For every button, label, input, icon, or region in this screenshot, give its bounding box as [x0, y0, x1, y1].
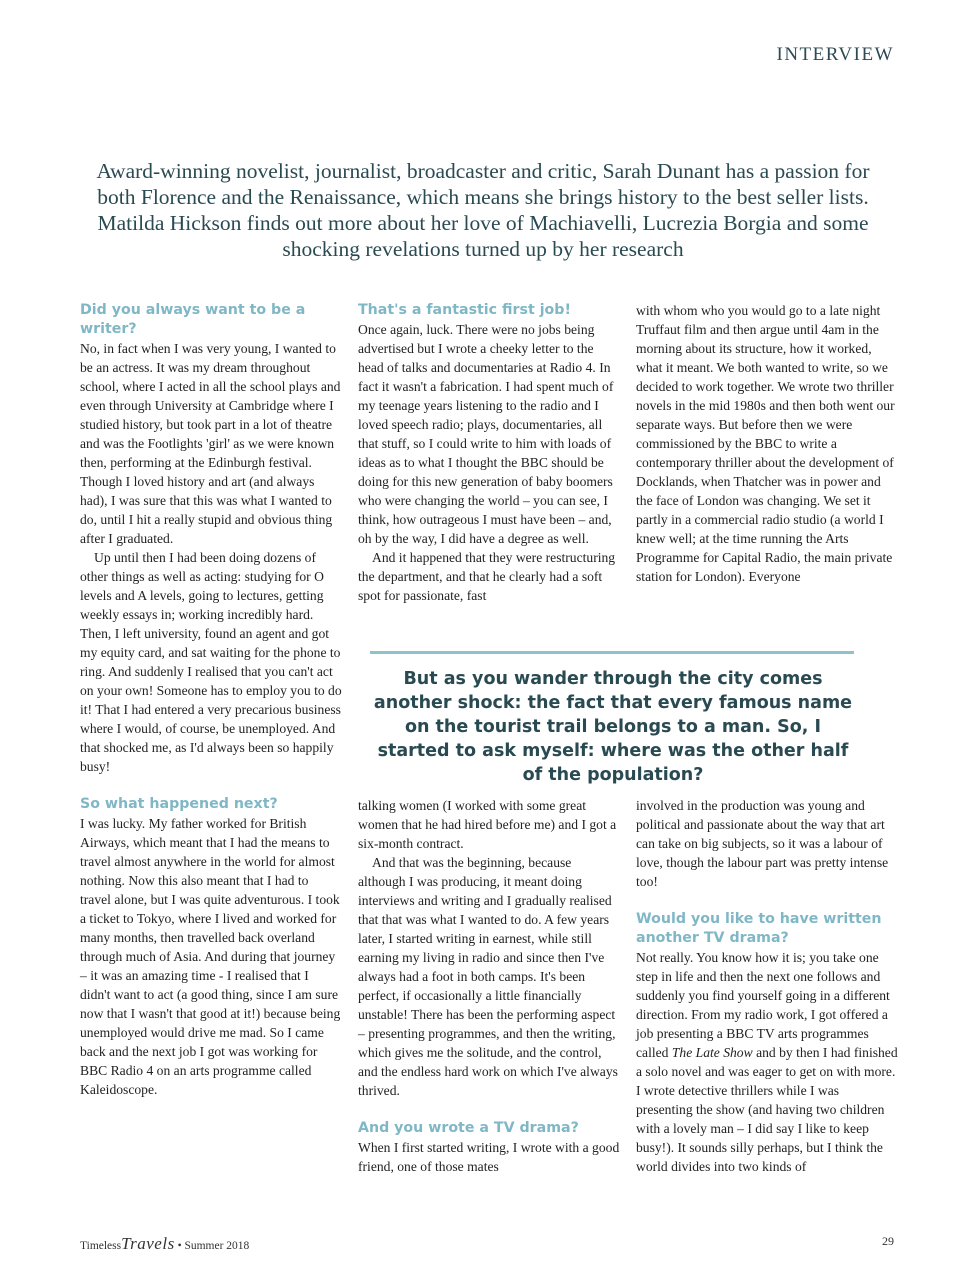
question-heading: That's a fantastic first job! [358, 302, 571, 318]
answer-paragraph: with whom who you would go to a late night Truffaut film and then argue until 4am in the morning about its structure, how it worked, what it meant. We both wanted to write, so we decided to work together. We wrote two thriller novels in the mid 1980s and then both went our separate ways. But before then we were commissioned by the BBC to write a contemporary thriller about the development of Docklands, when Thatcher was in power and the face of London was changing. We set it partly in a commercial radio studio (a world I knew well; at the time running the Arts Programme for Capital Radio, the main private station for London). Everyone [636, 303, 895, 584]
question-heading: Would you like to have written another TV drama? [636, 911, 882, 946]
section-label: INTERVIEW [776, 44, 894, 65]
answer-paragraph: No, in fact when I was very young, I wanted to be an actress. It was my dream throughout school, where I acted in all the school plays and even through University at Cambridge where I studied history, but took part in a lot of theatre and was the Footlights 'girl' as we were known then, performing at the Edinburgh festival. Though I loved history and art (and always had), I was sure that this was what I wanted to do, until I hit a really stupid and obvious thing after I graduated. [80, 341, 341, 546]
answer-paragraph: Not really. You know how it is; you take one step in life and then the next one follows and suddenly you find yourself going in a different direction. From my radio work, I got offered a job presenting a BBC TV arts programmes called The Late Show and by then I had finished a solo novel and was eager to get on with more. I wrote detective thrillers while I was presenting the show (and having two children with a lovely man – I did say I like to keep busy!). It sounds silly perhaps, but I think the world divides into two kinds of [636, 950, 898, 1174]
issue-date: • Summer 2018 [177, 1240, 250, 1252]
answer-paragraph: Once again, luck. There were no jobs being advertised but I wrote a cheeky letter to the head of talks and documentaries at Radio 4. In fact it wasn't a fabrication. I had spent much of my teenage years listening to the radio and I loved speech radio; plays, documentaries, all that stuff, so I could write to him with loads of ideas as to what I thought the BBC should be doing for this new generation of baby boomers who were changing the world – you can see, I think, how outrageous I must have been – and, oh by the way, I did have a degree as well. [358, 322, 614, 546]
column-1 [80, 301, 342, 1099]
column-2-bottom [358, 796, 620, 1176]
answer-paragraph: involved in the production was young and political and passionate about the way that art can take on big subjects, so it was a labour of love, though the labour part was pretty intense too! [636, 798, 889, 889]
show-title: The Late Show [671, 1045, 753, 1060]
pullquote: But as you wander through the city comes another shock: the fact that every famous name on the tourist trail belongs to a man. So, I started to ask myself: where was the other half of the population? [373, 669, 853, 785]
answer-paragraph: talking women (I worked with some great women that he had hired before me) and I got a six-month contract. [358, 798, 617, 851]
column-3-bottom [636, 796, 898, 1176]
footer-masthead [80, 1234, 249, 1254]
question-heading: And you wrote a TV drama? [358, 1120, 579, 1136]
question-heading: Did you always want to be a writer? [80, 302, 306, 337]
pullquote-rule [370, 651, 854, 654]
standfirst: Award-winning novelist, journalist, broadcaster and critic, Sarah Dunant has a passion for both Florence and the Renaissance, which means she brings history to the best seller lists. Matilda Hickson finds out more about her love of Machiavelli, Lucrezia Borgia and some shocking revelations turned up by her research [96, 159, 870, 261]
column-2-top [358, 301, 620, 605]
question-heading: So what happened next? [80, 796, 278, 812]
answer-paragraph: I was lucky. My father worked for British Airways, which meant that I had the means to travel almost anywhere in the world for almost nothing. Now this also meant that I had to travel alone, but I was quite adventurous. I took a ticket to Tokyo, where I lived and worked for many months, then travelled back overland through much of Asia. And during that journey – it was an amazing time - I realised that I didn't want to act (a good thing, since I am sure now that I wasn't that good at it!) because being unemployed would drive me mad. So I came back and the next job I got was working for BBC Radio 4 on an arts programme called Kaleidoscope. [80, 816, 341, 1097]
brand-travels-logo: Travels [121, 1234, 175, 1253]
answer-paragraph: Up until then I had been doing dozens of other things as well as acting: studying for O levels and A levels, going to lectures, getting weekly essays in; working incredibly hard. Then, I left university, found an agent and got my equity card, and sat waiting for the phone to ring. And suddenly I realised that you can't act on your own! Someone has to employ you to do it! That I had entered a very precarious business where I would, of course, be unemployed. And that shocked me, as I'd always been so happily busy! [80, 550, 342, 774]
column-3-top [636, 301, 898, 586]
answer-paragraph: And it happened that they were restructuring the department, and that he clearly had a soft spot for passionate, fast [358, 550, 616, 603]
page-number: 29 [882, 1234, 894, 1248]
answer-paragraph: When I first started writing, I wrote with a good friend, one of those mates [358, 1140, 620, 1174]
brand-timeless: Timeless [80, 1240, 122, 1252]
answer-paragraph: And that was the beginning, because although I was producing, it meant doing interviews and writing and I gradually realised that that was what I wanted to do. A few years later, I started writing in earnest, while still earning my living in radio and since then I've always had a foot in both camps. It's been perfect, if occasionally a little financially unstable! There has been the performing aspect – presenting programmes, and then the writing, which gives me the solitude, and the control, and the endless hard work on which I've always thrived. [358, 855, 618, 1098]
